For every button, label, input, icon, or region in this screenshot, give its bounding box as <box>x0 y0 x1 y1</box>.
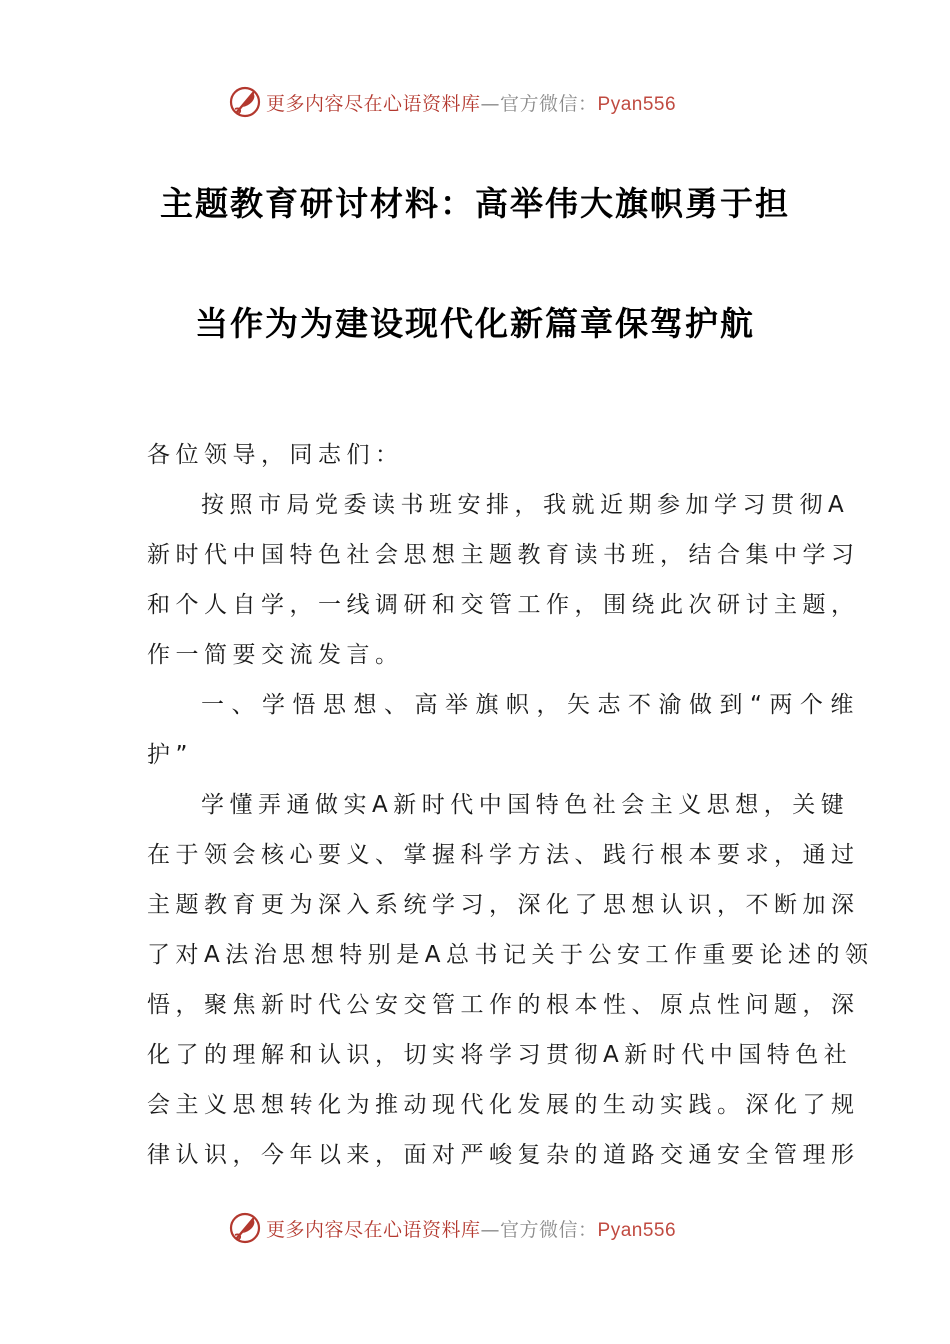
section-heading-line: 一、学悟思想、高举旗帜，矢志不渝做到“两个维 <box>201 692 861 718</box>
footer-watermark <box>0 1209 950 1249</box>
watermark-text <box>266 89 676 116</box>
document-title-line-1: 主题教育研讨材料：高举伟大旗帜勇于担 <box>160 184 790 223</box>
document-title-line-2: 当作为为建设现代化新篇章保驾护航 <box>195 304 755 343</box>
body-line: 律认识，今年以来，面对严峻复杂的道路交通安全管理形 <box>147 1142 860 1168</box>
body-line: 了对A法治思想特别是A总书记关于公安工作重要论述的领 <box>147 942 874 968</box>
header-watermark <box>0 83 950 123</box>
quill-logo-icon <box>228 85 262 119</box>
watermark-text <box>266 1215 676 1242</box>
body-line: 会主义思想转化为推动现代化发展的生动实践。深化了规 <box>147 1092 860 1118</box>
watermark-main: 更多内容尽在心语资料库 <box>266 1219 481 1241</box>
body-line: 主题教育更为深入系统学习，深化了思想认识，不断加深 <box>147 892 860 918</box>
body-line: 化了的理解和认识，切实将学习贯彻A新时代中国特色社 <box>147 1042 853 1068</box>
watermark-separator: —官方微信： <box>480 93 598 115</box>
intro-line: 新时代中国特色社会思想主题教育读书班，结合集中学习 <box>147 542 860 568</box>
watermark-account: Pyan556 <box>597 1220 677 1241</box>
intro-line: 和个人自学，一线调研和交管工作，围绕此次研讨主题， <box>147 592 860 618</box>
intro-line: 作一简要交流发言。 <box>147 642 404 668</box>
watermark-main: 更多内容尽在心语资料库 <box>266 93 481 115</box>
watermark-separator: —官方微信： <box>480 1219 598 1241</box>
greeting: 各位领导，同志们： <box>147 442 404 468</box>
intro-line: 按照市局党委读书班安排，我就近期参加学习贯彻A <box>201 492 850 518</box>
watermark-account: Pyan556 <box>597 94 677 115</box>
section-heading-line: 护” <box>147 742 193 768</box>
quill-logo-icon <box>228 1211 262 1245</box>
body-line: 学懂弄通做实A新时代中国特色社会主义思想，关键 <box>201 792 850 818</box>
body-line: 悟，聚焦新时代公安交管工作的根本性、原点性问题，深 <box>147 992 860 1018</box>
body-line: 在于领会核心要义、掌握科学方法、践行根本要求，通过 <box>147 842 860 868</box>
